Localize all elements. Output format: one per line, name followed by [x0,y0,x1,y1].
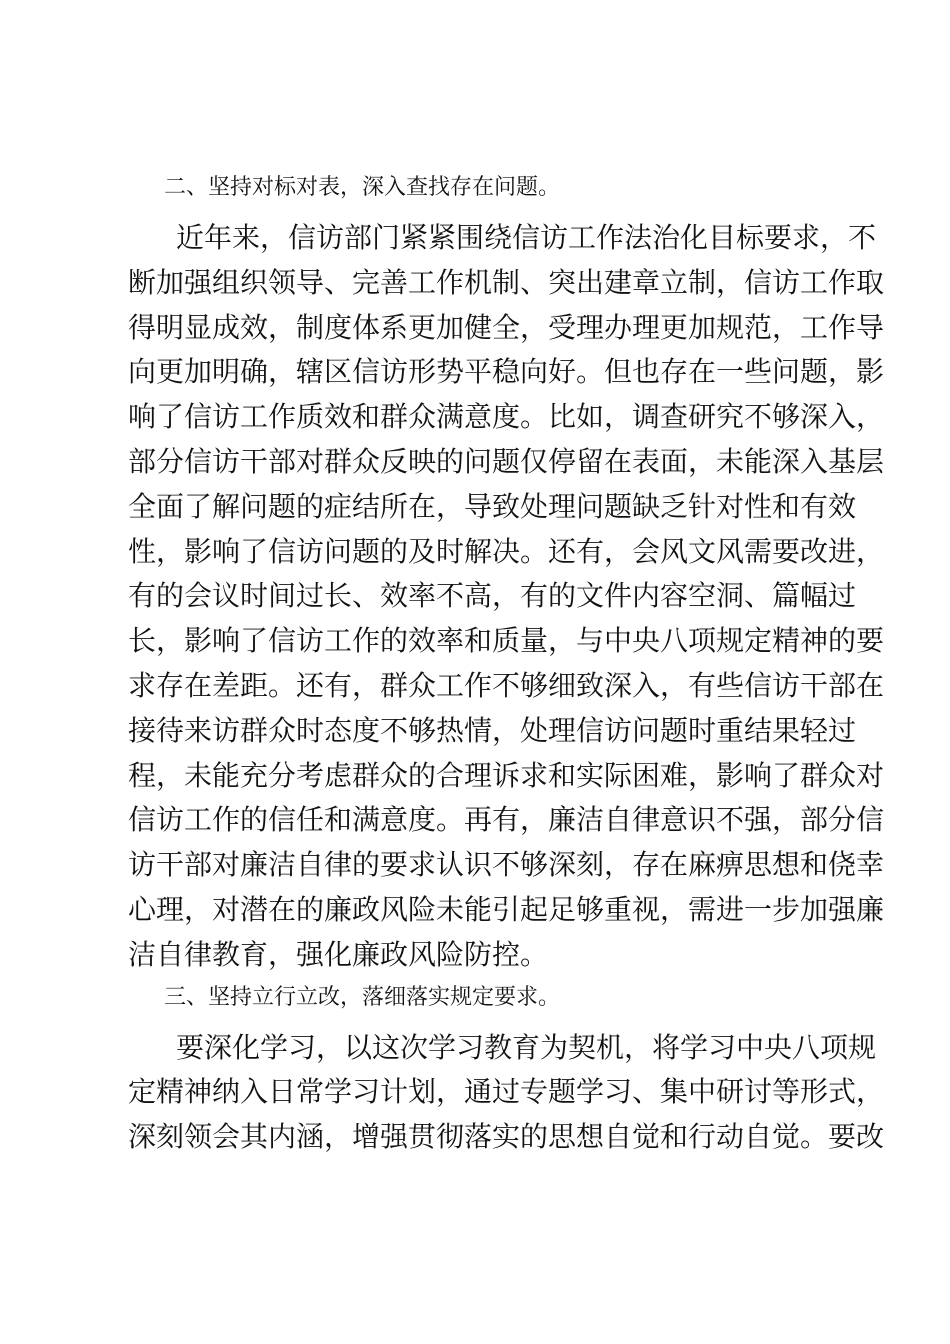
text-line: 心理，对潜在的廉政风险未能引起足够重视，需进一步加强廉 [128,892,885,926]
text-line: 向更加明确，辖区信访形势平稳向好。但也存在一些问题，影 [128,355,885,389]
text-line: 近年来，信访部门紧紧围绕信访工作法治化目标要求，不 [176,221,877,254]
section-3-body [128,1026,885,1160]
text-line: 求存在差距。还有，群众工作不够细致深入，有些信访干部在 [128,668,885,702]
text-line: 访干部对廉洁自律的要求认识不够深刻，存在麻痹思想和侥幸 [128,848,885,882]
text-line: 长，影响了信访工作的效率和质量，与中央八项规定精神的要 [128,624,885,658]
text-line: 接待来访群众时态度不够热情，处理信访问题时重结果轻过 [128,713,857,747]
text-line: 定精神纳入日常学习计划，通过专题学习、集中研讨等形式， [128,1075,885,1109]
section-3-heading: 三、坚持立行立改，落细落实规定要求。 [164,984,561,1010]
section-2-body [128,216,885,978]
text-line: 有的会议时间过长、效率不高，有的文件内容空洞、篇幅过 [128,579,857,613]
text-line: 洁自律教育，强化廉政风险防控。 [128,937,549,971]
text-line: 全面了解问题的症结所在，导致处理问题缺乏针对性和有效 [128,489,857,523]
text-line: 得明显成效，制度体系更加健全，受理办理更加规范，工作导 [128,310,885,344]
document-page [128,168,885,1160]
text-line: 信访工作的信任和满意度。再有，廉洁自律意识不强，部分信 [128,803,885,837]
text-line: 要深化学习，以这次学习教育为契机，将学习中央八项规 [176,1030,877,1064]
text-line: 性，影响了信访问题的及时解决。还有，会风文风需要改进， [128,534,885,568]
section-2-heading: 二、坚持对标对表，深入查找存在问题。 [164,175,561,200]
text-line: 部分信访干部对群众反映的问题仅停留在表面，未能深入基层 [128,444,885,478]
text-line: 响了信访工作质效和群众满意度。比如，调查研究不够深入， [128,400,885,434]
text-line: 断加强组织领导、完善工作机制、突出建章立制，信访工作取 [128,265,885,299]
text-line: 程，未能充分考虑群众的合理诉求和实际困难，影响了群众对 [128,758,885,792]
text-line: 深刻领会其内涵，增强贯彻落实的思想自觉和行动自觉。要改 [128,1120,885,1154]
